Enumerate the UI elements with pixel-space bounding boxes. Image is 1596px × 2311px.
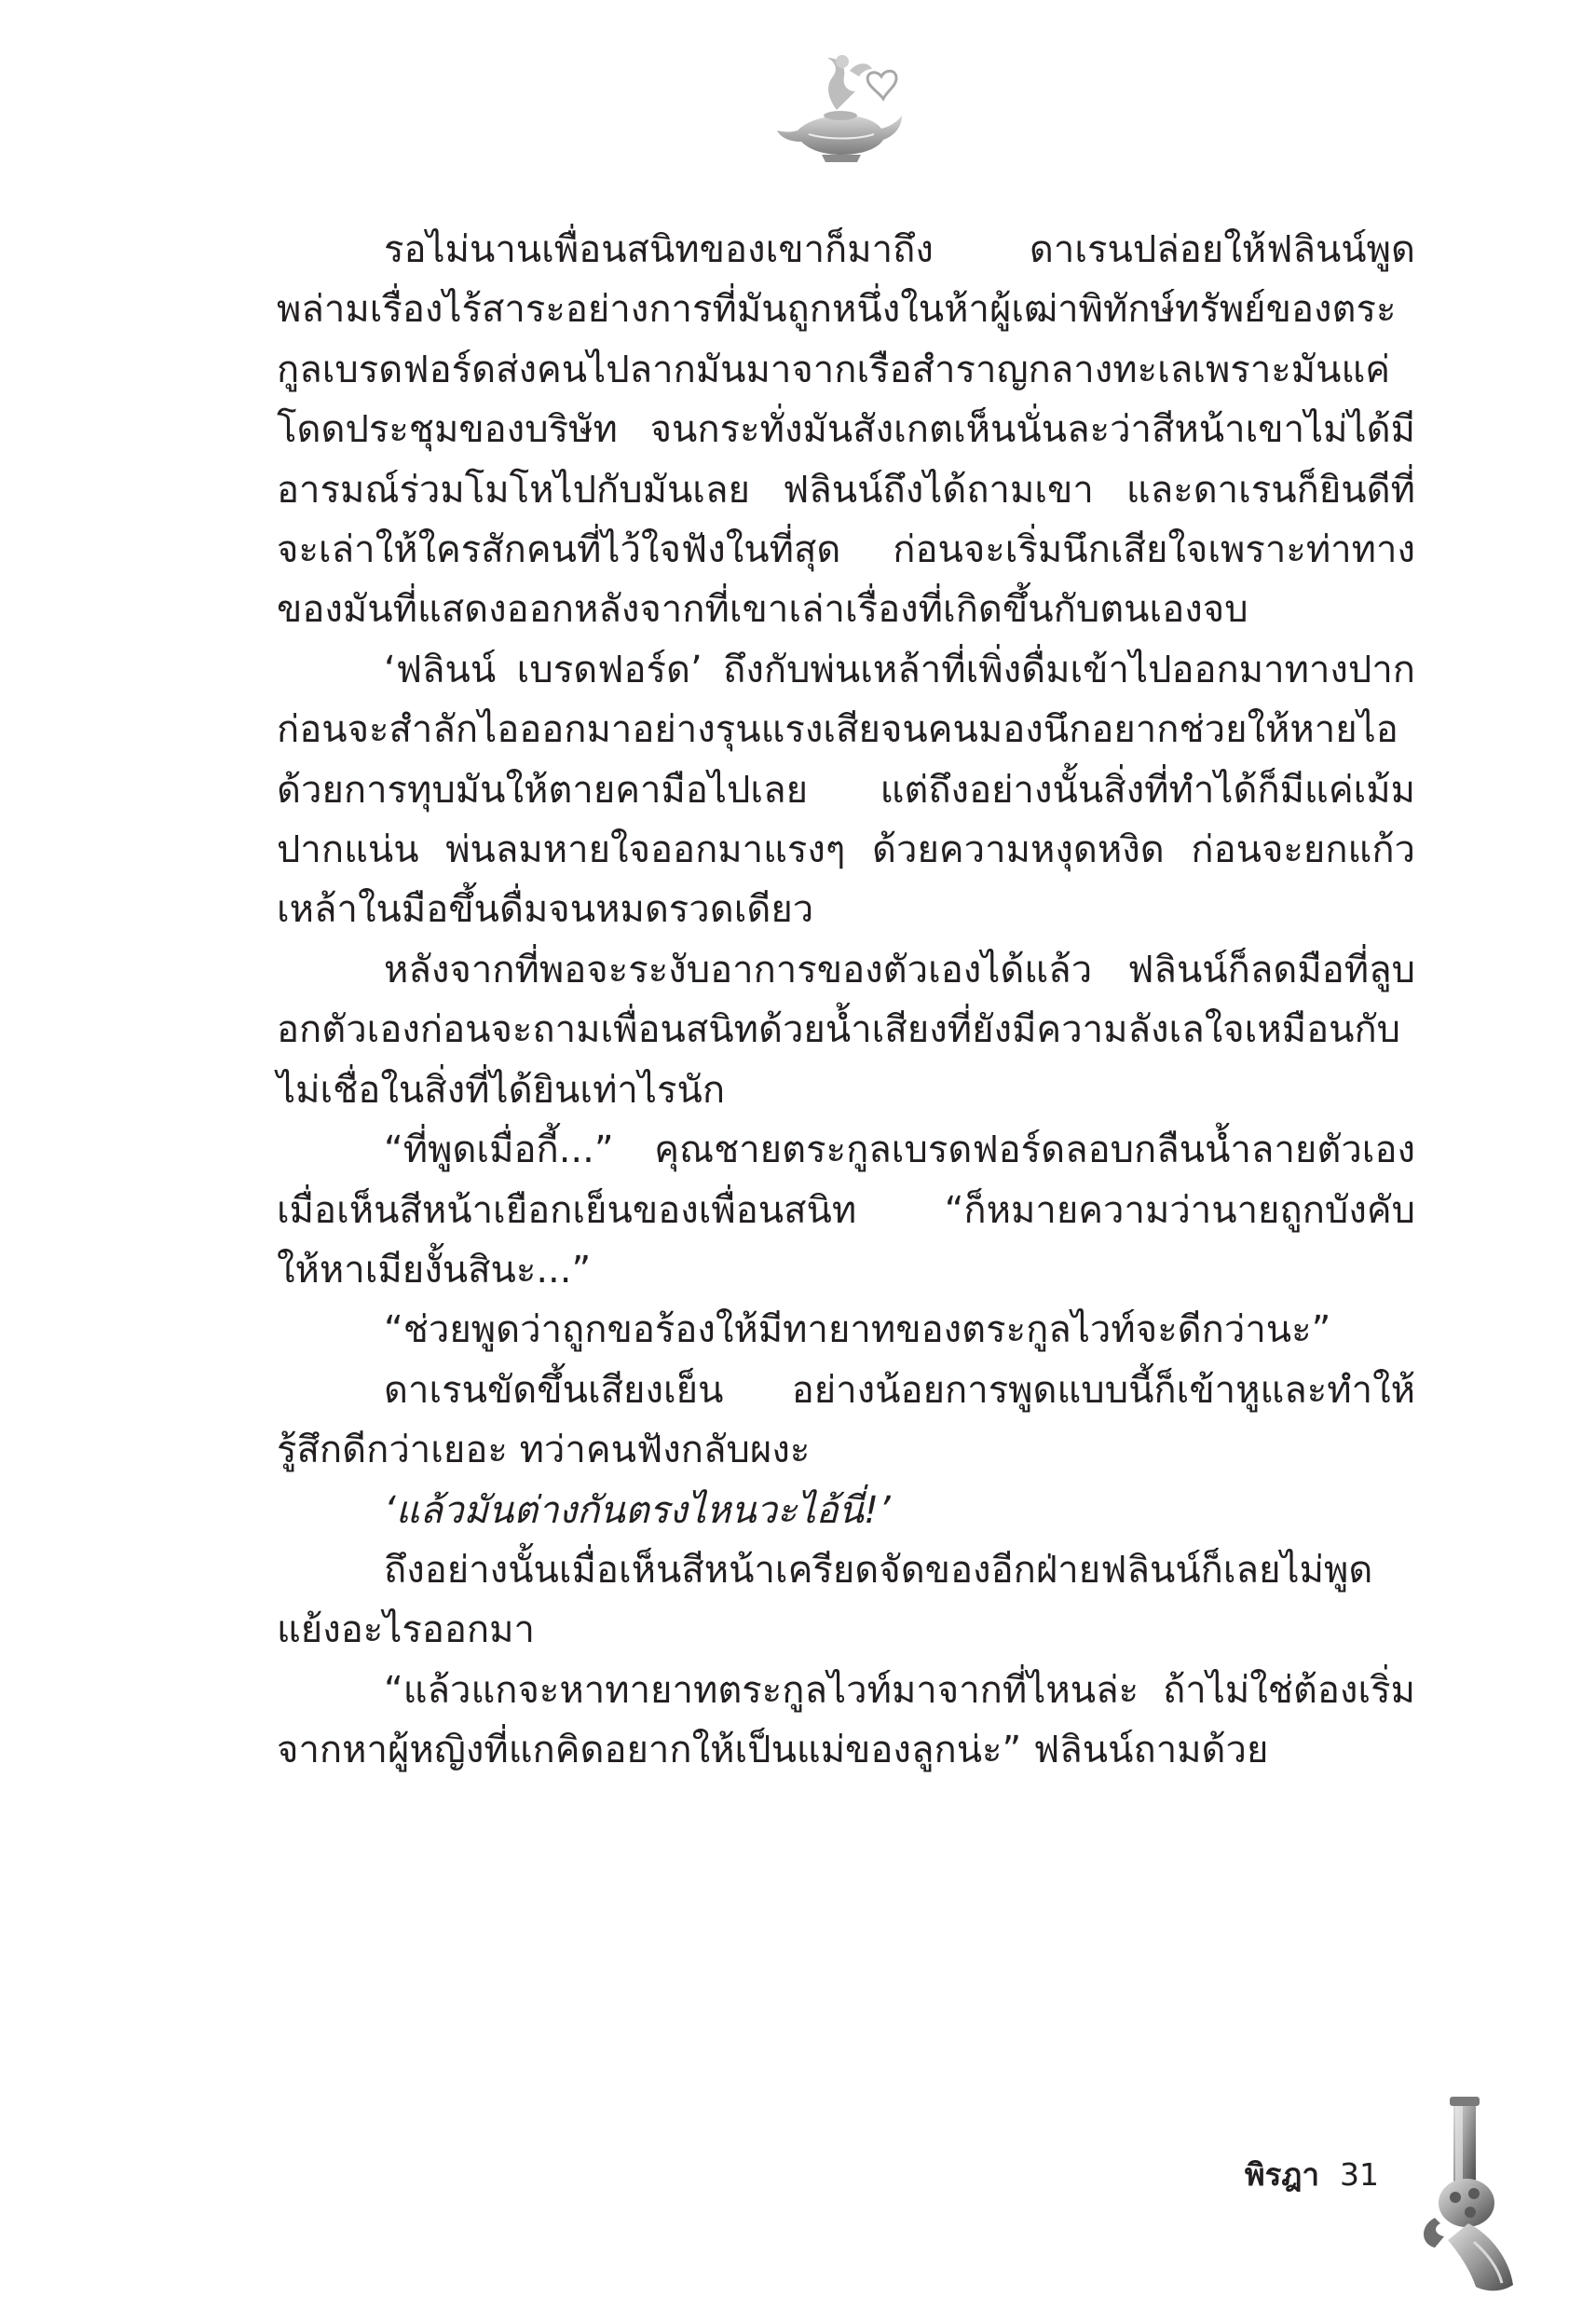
paragraph: “ที่พูดเมื่อกี้...” คุณชายตระกูลเบรดฟอร์ดลอบกลืนน้ำลายตัวเองเมื่อเห็นสีหน้าเยือกเย็นของเพื่อนสนิท “ก็หมายความว่านายถูกบังคับให้หาเมียงั้นสินะ...” (277, 1128, 1415, 1292)
book-title: พิรฎา (1244, 2155, 1319, 2193)
page-number: 31 (1340, 2155, 1379, 2193)
paragraph: “ช่วยพูดว่าถูกขอร้องให้มีทายาทของตระกูลไวท์จะดีกว่านะ” (384, 1308, 1331, 1352)
revolver-icon (1412, 2095, 1517, 2294)
paragraph-italic-thought: ‘แล้วมันต่างกันตรงไหนวะไอ้นี่!’ (384, 1488, 891, 1532)
story-text (277, 220, 1415, 1781)
paragraph: ถึงอย่างนั้นเมื่อเห็นสีหน้าเครียดจัดของอีกฝ่ายฟลินน์ก็เลยไม่พูดแย้งอะไรออกมา (277, 1548, 1373, 1652)
paragraph: ดาเรนขัดขึ้นเสียงเย็น อย่างน้อยการพูดแบบนี้ก็เข้าหูและทำให้รู้สึกดีกว่าเยอะ ทว่าคนฟังกลับผงะ (277, 1368, 1415, 1472)
paragraph: “แล้วแกจะหาทายาทตระกูลไวท์มาจากที่ไหนล่ะ ถ้าไม่ใช่ต้องเริ่มจากหาผู้หญิงที่แกคิดอยากให้เป็นแม่ของลูกน่ะ” ฟลินน์ถามด้วย (277, 1668, 1415, 1772)
paragraph: รอไม่นานเพื่อนสนิทของเขาก็มาถึง ดาเรนปล่อยให้ฟลินน์พูดพล่ามเรื่องไร้สาระอย่างการที่มันถูกหนึ่งในห้าผู้เฒ่าพิทักษ์ทรัพย์ของตระกูลเบรดฟอร์ดส่งคนไปลากมันมาจากเรือสำราญกลางทะเลเพราะมันแค่โดดประชุมของบริษัท จนกระทั่งมันสังเกตเห็นนั่นละว่าสีหน้าเขาไม่ได้มีอารมณ์ร่วมโมโหไปกับมันเลย ฟลินน์ถึงได้ถามเขา และดาเรนก็ยินดีที่จะเล่าให้ใครสักคนที่ไว้ใจฟังในที่สุด ก่อนจะเริ่มนึกเสียใจเพราะท่าทางของมันที่แสดงออกหลังจากที่เขาเล่าเรื่องที่เกิดขึ้นกับตนเองจบ (277, 228, 1415, 632)
paragraph: ‘ฟลินน์ เบรดฟอร์ด’ ถึงกับพ่นเหล้าที่เพิ่งดื่มเข้าไปออกมาทางปากก่อนจะสำลักไอออกมาอย่างรุนแรงเสียจนคนมองนึกอยากช่วยให้หายไอด้วยการทุบมันให้ตายคามือไปเลย แต่ถึงอย่างนั้นสิ่งที่ทำได้ก็มีแค่เม้มปากแน่น พ่นลมหายใจออกมาแรงๆ ด้วยความหงุดหงิด ก่อนจะยกแก้วเหล้าในมือขึ้นดื่มจนหมดรวดเดียว (277, 648, 1415, 932)
paragraph: หลังจากที่พอจะระงับอาการของตัวเองได้แล้ว ฟลินน์ก็ลดมือที่ลูบอกตัวเองก่อนจะถามเพื่อนสนิทด้วยน้ำเสียงที่ยังมีความลังเลใจเหมือนกับไม่เชื่อในสิ่งที่ได้ยินเท่าไรนัก (277, 948, 1415, 1112)
genie-lamp-icon (771, 48, 911, 166)
page-footer (1211, 2148, 1379, 2200)
